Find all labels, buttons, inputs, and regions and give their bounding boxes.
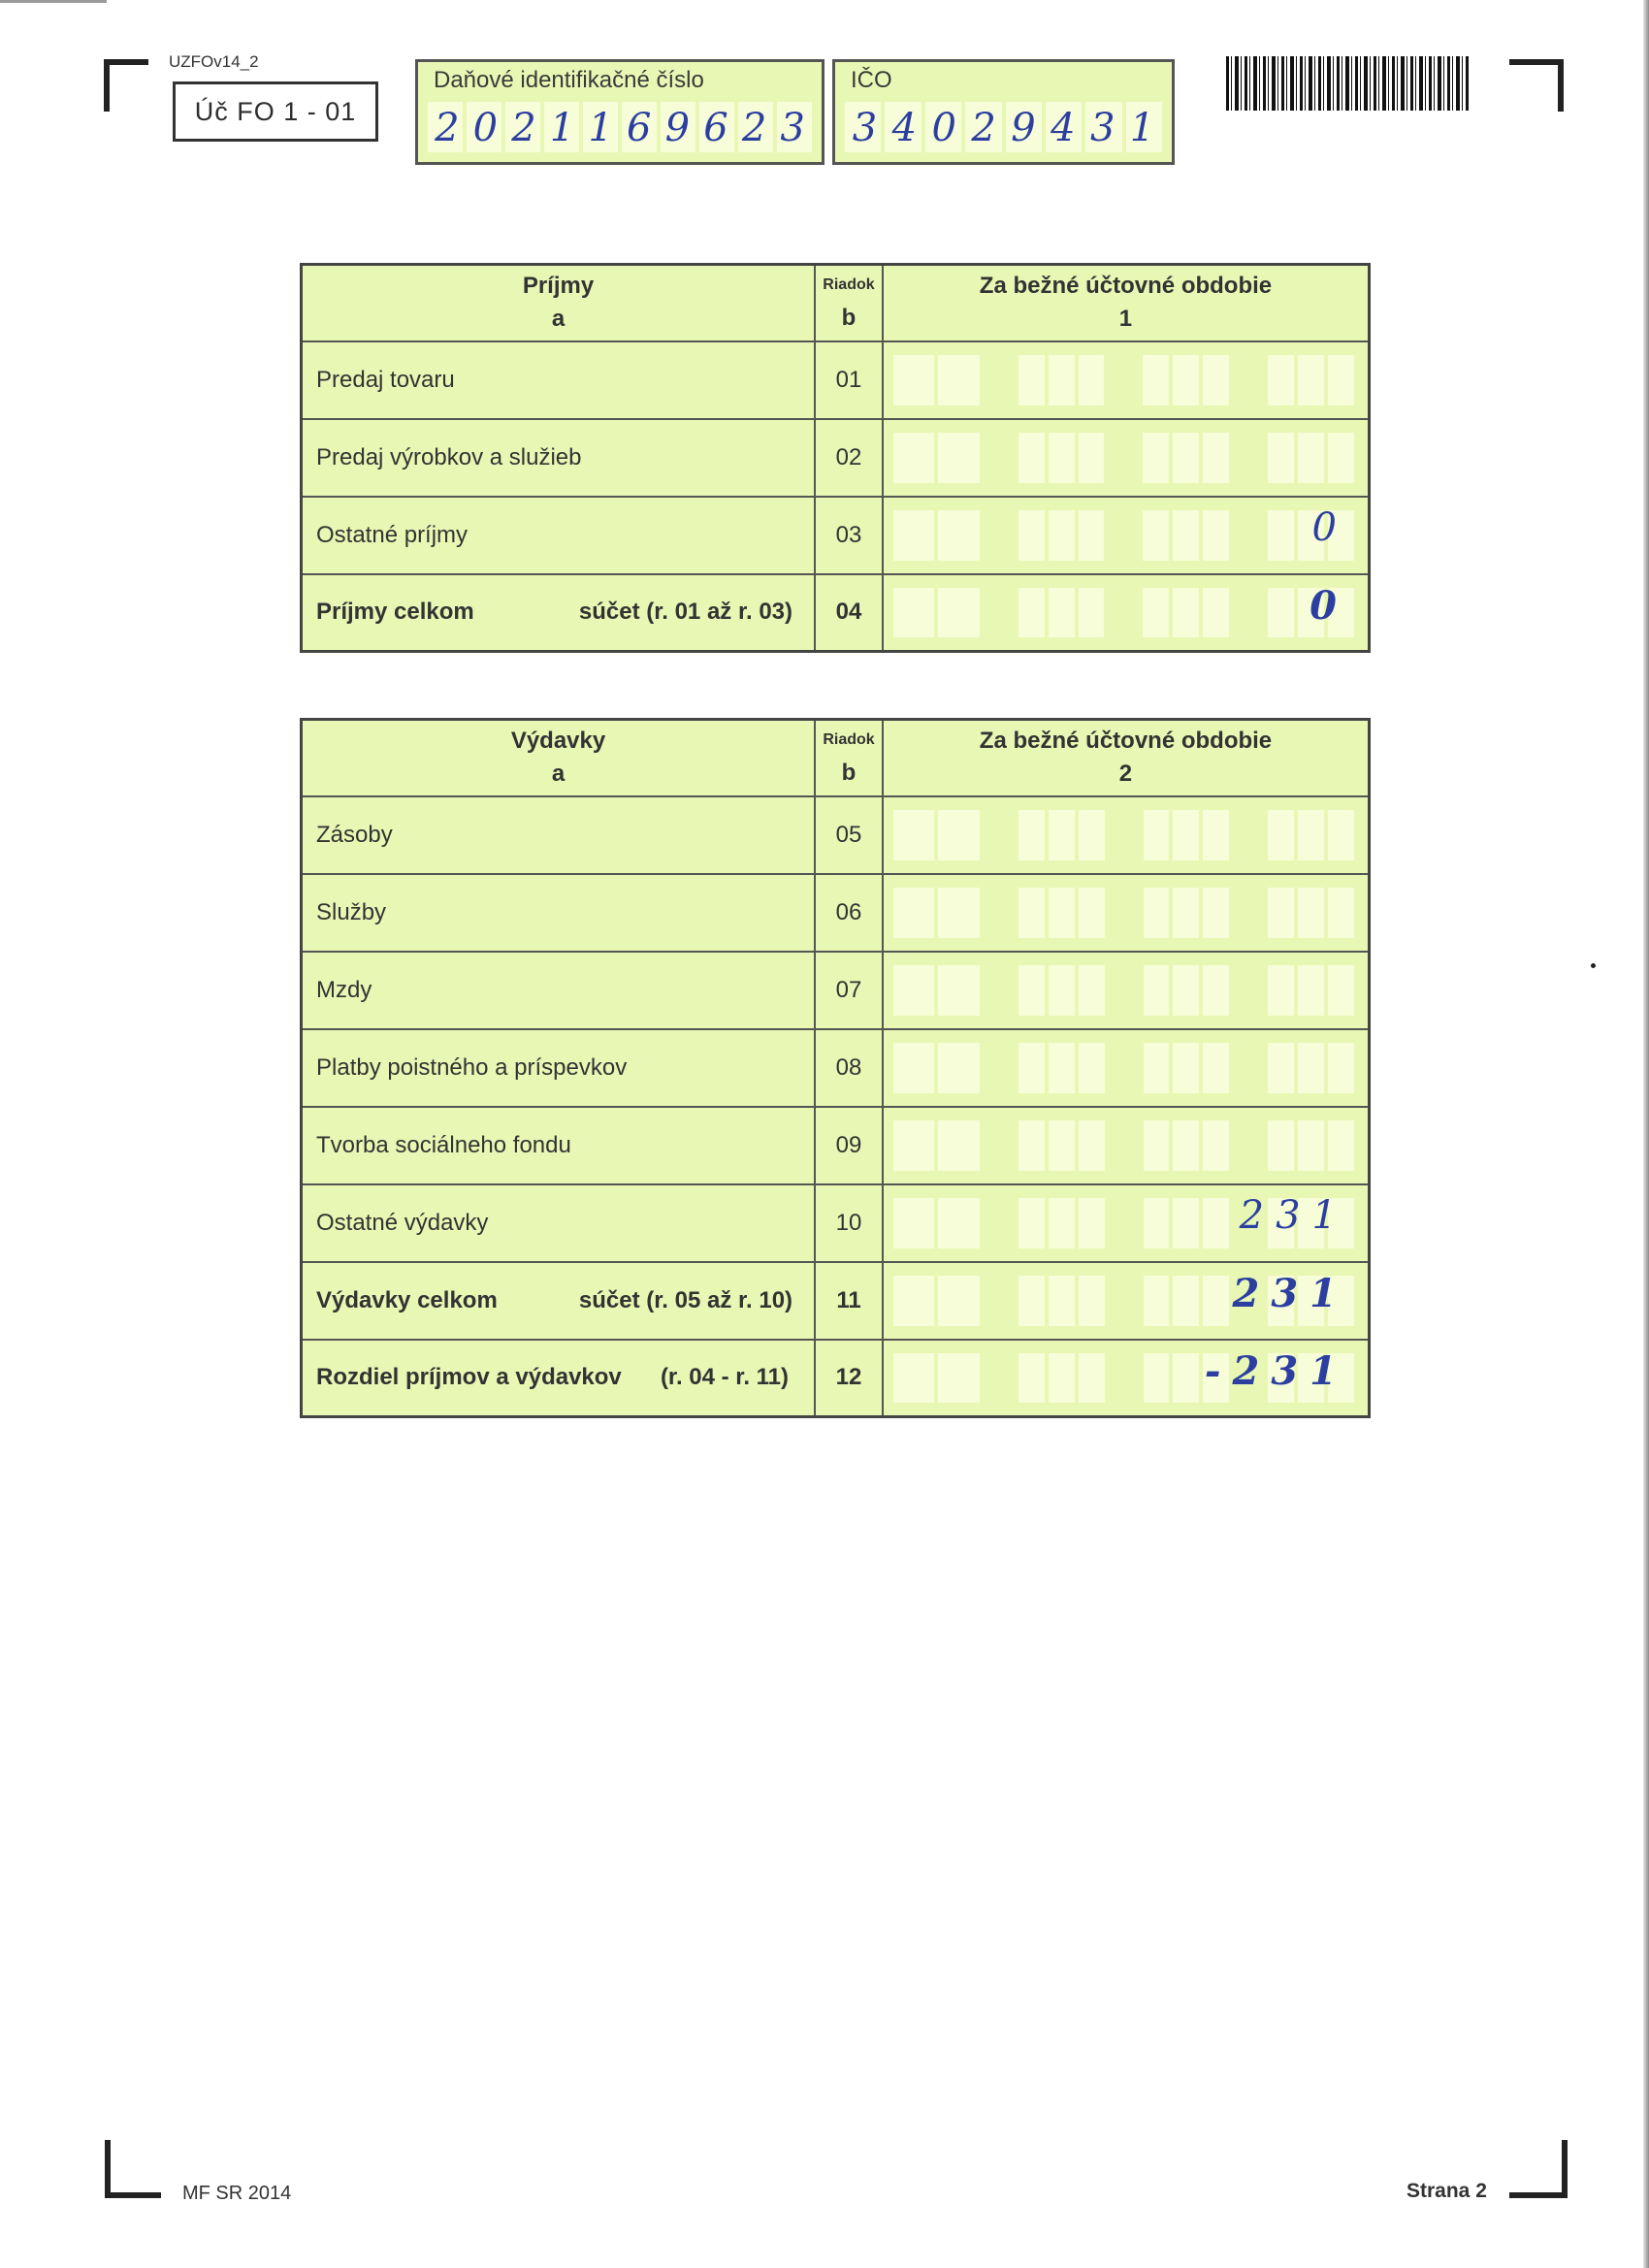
barcode	[1226, 56, 1469, 111]
expense-table-header	[302, 720, 1370, 796]
row-value-field[interactable]	[883, 574, 1370, 652]
row-number: 09	[815, 1107, 883, 1184]
expense-col-b-letter: b	[841, 759, 857, 786]
table-row	[302, 796, 1370, 874]
row-value-field[interactable]	[883, 419, 1370, 497]
corner-mark-top-left	[104, 59, 148, 112]
row-number: 08	[815, 1029, 883, 1107]
row-label	[302, 874, 816, 952]
form-id-box: Úč FO 1 - 01	[173, 81, 378, 142]
row-number: 01	[815, 341, 883, 419]
ico-digit: 2	[971, 106, 996, 150]
row-label	[302, 341, 816, 419]
dic-digit: 2	[741, 106, 767, 150]
row-number: 10	[815, 1184, 883, 1262]
ico-box	[832, 59, 1175, 165]
expense-col-a-header	[302, 720, 816, 796]
table-row-total	[302, 1262, 1370, 1340]
row-sum-note: súčet (r. 01 až r. 03)	[578, 599, 792, 626]
row-label	[302, 1029, 816, 1107]
dic-digit: 1	[588, 106, 613, 150]
dic-digit: 3	[780, 106, 805, 150]
table-row	[302, 1029, 1370, 1107]
income-col-c-title: Za bežné účtovné obdobie	[979, 273, 1273, 300]
row-label	[302, 1340, 816, 1417]
income-table	[300, 263, 1371, 653]
row-label	[302, 419, 816, 497]
row-label-text: Príjmy celkom	[316, 599, 474, 626]
expense-col-c-number: 2	[1118, 761, 1133, 788]
table-row-difference	[302, 1340, 1370, 1417]
row-label	[302, 574, 816, 652]
table-row	[302, 874, 1370, 952]
dic-digit: 2	[435, 106, 460, 150]
dic-digit: 9	[664, 106, 691, 150]
row-label-text: Zásoby	[316, 821, 393, 848]
income-col-b-header	[815, 265, 883, 341]
row-label-text: Predaj tovaru	[316, 366, 455, 393]
scan-dot	[1591, 963, 1596, 968]
expense-col-a-letter: a	[551, 761, 566, 788]
row-value-field[interactable]	[883, 341, 1370, 419]
row-number: 03	[815, 497, 883, 574]
ico-digit: 4	[891, 106, 918, 150]
row-value: 231	[1239, 1192, 1348, 1238]
ico-digit: 3	[852, 106, 878, 150]
dic-digit: 2	[511, 106, 536, 150]
ico-digit: 1	[1129, 106, 1155, 150]
dic-box	[415, 59, 824, 165]
row-label-text: Ostatné výdavky	[316, 1209, 489, 1236]
table-row	[302, 1107, 1370, 1184]
row-label-text: Rozdiel príjmov a výdavkov	[316, 1364, 622, 1391]
row-number: 05	[815, 796, 883, 874]
row-sum-note: súčet (r. 05 až r. 10)	[578, 1286, 793, 1313]
expense-col-c-title: Za bežné účtovné obdobie	[979, 728, 1273, 755]
dic-value[interactable]	[428, 100, 812, 156]
row-value-field[interactable]	[883, 1184, 1370, 1262]
row-value-field[interactable]	[883, 796, 1370, 874]
row-label-text: Platby poistného a príspevkov	[316, 1053, 628, 1081]
scan-edge	[1643, 0, 1649, 2268]
scan-artifact-top	[0, 0, 107, 3]
dic-digit: 0	[472, 106, 499, 150]
row-number: 11	[815, 1262, 883, 1340]
ico-digit: 0	[931, 106, 956, 150]
row-number: 07	[815, 952, 883, 1029]
row-label	[302, 1262, 816, 1340]
row-label-text: Predaj výrobkov a služieb	[316, 443, 582, 470]
corner-mark-top-right	[1509, 59, 1564, 112]
expense-col-b-header	[815, 720, 883, 796]
ico-digit: 3	[1089, 106, 1116, 150]
row-number: 12	[815, 1340, 883, 1417]
page-number: Strana 2	[1406, 2180, 1487, 2202]
table-row	[302, 497, 1370, 574]
income-col-a-title: Príjmy	[522, 273, 595, 300]
expense-col-c-header	[883, 720, 1370, 796]
row-number: 06	[815, 874, 883, 952]
ico-digit: 9	[1011, 106, 1036, 150]
dic-digit: 6	[627, 106, 652, 150]
income-col-a-letter: a	[551, 306, 566, 333]
ico-value[interactable]	[845, 100, 1162, 156]
row-label-text: Mzdy	[316, 976, 372, 1003]
table-row-total	[302, 574, 1370, 652]
row-value: 0	[1311, 504, 1348, 550]
row-label-text: Tvorba sociálneho fondu	[316, 1131, 571, 1158]
table-row	[302, 952, 1370, 1029]
expense-col-b-title: Riadok	[823, 730, 875, 748]
footer-issuer: MF SR 2014	[182, 2183, 292, 2204]
row-value-field[interactable]	[883, 952, 1370, 1029]
table-row	[302, 1184, 1370, 1262]
income-col-c-header	[883, 265, 1370, 341]
form-code: UZFOv14_2	[169, 52, 259, 71]
row-number: 04	[815, 574, 883, 652]
row-value-field[interactable]	[883, 1262, 1370, 1340]
corner-mark-bottom-left	[105, 2140, 161, 2198]
expense-table	[300, 718, 1371, 1418]
table-row	[302, 341, 1370, 419]
ico-digit: 4	[1051, 106, 1076, 150]
row-value-field[interactable]	[883, 1029, 1370, 1107]
income-col-c-number: 1	[1118, 306, 1133, 333]
row-value-field[interactable]	[883, 1340, 1370, 1417]
income-col-a-header	[302, 265, 816, 341]
row-value-field[interactable]	[883, 1107, 1370, 1184]
dic-label: Daňové identifikačné číslo	[434, 67, 704, 93]
ico-label: IČO	[851, 67, 892, 93]
row-label	[302, 796, 816, 874]
expense-col-a-title: Výdavky	[510, 728, 606, 755]
row-label	[302, 497, 816, 574]
dic-digit: 1	[549, 106, 575, 150]
table-row	[302, 419, 1370, 497]
row-label	[302, 1184, 816, 1262]
row-value: 231	[1232, 1270, 1348, 1316]
dic-digit: 6	[703, 106, 728, 150]
row-label	[302, 1107, 816, 1184]
income-col-b-title: Riadok	[823, 275, 875, 293]
income-col-b-letter: b	[841, 304, 857, 331]
row-label	[302, 952, 816, 1029]
row-label-text: Služby	[316, 898, 387, 925]
row-value: -231	[1204, 1347, 1348, 1394]
income-table-header	[302, 265, 1370, 341]
row-label-text: Výdavky celkom	[316, 1286, 498, 1313]
row-sum-note: (r. 04 - r. 11)	[660, 1364, 790, 1391]
row-value: 0	[1310, 582, 1348, 629]
row-value-field[interactable]	[883, 874, 1370, 952]
row-value-field[interactable]	[883, 497, 1370, 574]
row-number: 02	[815, 419, 883, 497]
corner-mark-bottom-right	[1509, 2140, 1568, 2198]
row-label-text: Ostatné príjmy	[316, 521, 469, 548]
